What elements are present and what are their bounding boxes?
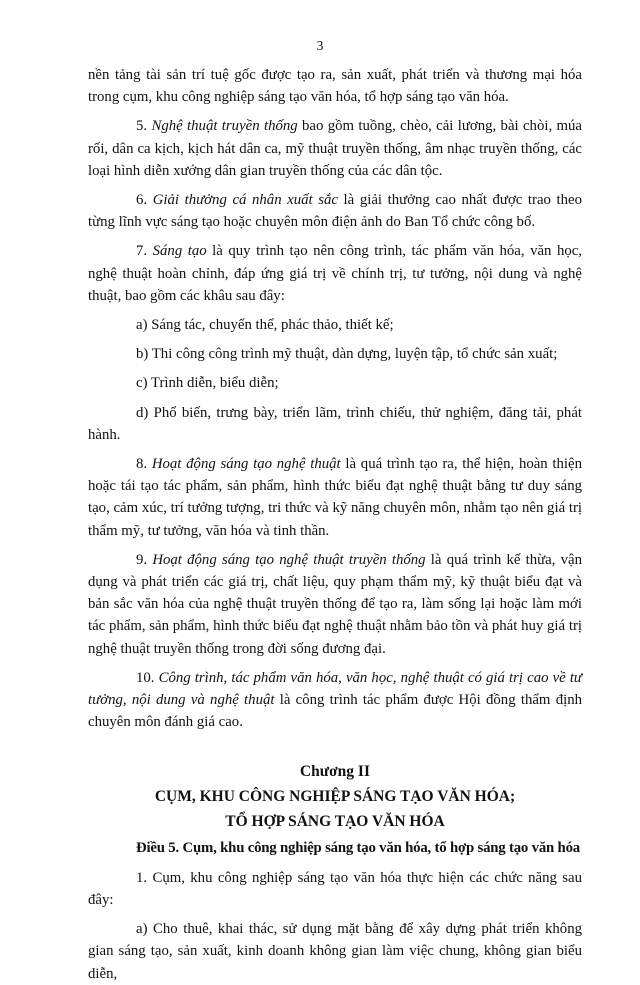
- list-item-b: b) Thi công công trình mỹ thuật, dàn dựng, luyện tập, tổ chức sản xuất;: [136, 346, 558, 363]
- term: Giải thưởng cá nhân xuất sắc: [152, 192, 338, 209]
- list-item-c: c) Trình diễn, biểu diễn;: [136, 375, 279, 392]
- term: Nghệ thuật truyền thống: [151, 118, 298, 135]
- article-clause-1: 1. Cụm, khu công nghiệp sáng tạo văn hóa thực hiện các chức năng sau đây:: [88, 869, 582, 908]
- definition-5: 5. Nghệ thuật truyền thống bao gồm tuồng, chèo, cải lương, bài chòi, múa rối, dân ca kịch, kịch hát dân ca, mỹ thuật truyền thống, âm nhạc truyền thống, các loại hình diễn xướng dân gian truyền thống của các dân tộc.: [88, 118, 582, 179]
- term: Công trình, tác phẩm văn hóa, văn học, nghệ thuật có giá trị cao về tư tưởng, nội dung và nghệ thuật: [88, 669, 583, 709]
- article-heading: Điều 5. Cụm, khu công nghiệp sáng tạo văn hóa, tổ hợp sáng tạo văn hóa: [136, 840, 580, 857]
- chapter-label: Chương II: [299, 763, 370, 781]
- definition-9: 9. Hoạt động sáng tạo nghệ thuật truyền thống là quá trình kế thừa, vận dụng và phát triển các giá trị, chất liệu, quy phạm thẩm mỹ, kỹ thuật biểu đạt và bản sắc văn hóa của nghệ thuật truyền thống để tạo ra, làm sống lại hoặc làm mới tác phẩm, sản phẩm, hình thức biểu đạt nghệ thuật nhằm bảo tồn và phát huy giá trị nghệ thuật truyền thống trong đời sống đương đại.: [88, 551, 583, 657]
- definition-7: 7. Sáng tạo là quy trình tạo nên công trình, tác phẩm văn hóa, văn học, nghệ thuật hoàn chỉnh, đáp ứng giá trị về chính trị, tư tưởng, nội dung và nghệ thuật, bao gồm các khâu sau đây:: [88, 243, 583, 304]
- definition-8: 8. Hoạt động sáng tạo nghệ thuật là quá trình tạo ra, thể hiện, hoàn thiện hoặc tái tạo tác phẩm, sản phẩm, hình thức biểu đạt nghệ thuật bằng tư duy sáng tạo, cảm xúc, trí tưởng tượng, tri thức và kỹ năng chuyên môn, nhằm tạo nên giá trị thẩm mỹ, tư tưởng, văn hóa và tinh thần.: [88, 456, 583, 539]
- article-item-a: a) Cho thuê, khai thác, sử dụng mặt bằng để xây dựng phát triển không gian sáng tạo, sản xuất, kinh doanh không gian làm việc chung, không gian biểu diễn,: [88, 921, 582, 982]
- term: Hoạt động sáng tạo nghệ thuật truyền thống: [152, 551, 426, 568]
- chapter-title-line-2: TỔ HỢP SÁNG TẠO VĂN HÓA: [225, 813, 445, 831]
- list-item-a: a) Sáng tác, chuyển thể, phác thảo, thiết kế;: [136, 317, 394, 334]
- page-body: [88, 64, 582, 985]
- list-item-d: d) Phổ biến, trưng bày, triển lãm, trình chiếu, thử nghiệm, đăng tải, phát hành.: [88, 404, 582, 443]
- page-number: 3: [316, 38, 324, 53]
- term: Sáng tạo: [152, 243, 207, 260]
- chapter-title-line-1: CỤM, KHU CÔNG NGHIỆP SÁNG TẠO VĂN HÓA;: [154, 788, 516, 806]
- definition-6: 6. Giải thưởng cá nhân xuất sắc là giải thưởng cao nhất được trao theo từng lĩnh vực sáng tạo hoặc chuyên môn điện ảnh do Ban Tổ chức công bố.: [88, 192, 582, 231]
- definition-10: 10. Công trình, tác phẩm văn hóa, văn học, nghệ thuật có giá trị cao về tư tưởng, nội dung và nghệ thuật là công trình tác phẩm được Hội đồng thẩm định chuyên môn đánh giá cao.: [88, 669, 583, 731]
- paragraph-continuation: nền tảng tài sản trí tuệ gốc được tạo ra, sản xuất, phát triển và thương mại hóa trong cụm, khu công nghiệp sáng tạo văn hóa, tổ hợp sáng tạo văn hóa.: [88, 67, 582, 106]
- term: Hoạt động sáng tạo nghệ thuật: [151, 456, 341, 473]
